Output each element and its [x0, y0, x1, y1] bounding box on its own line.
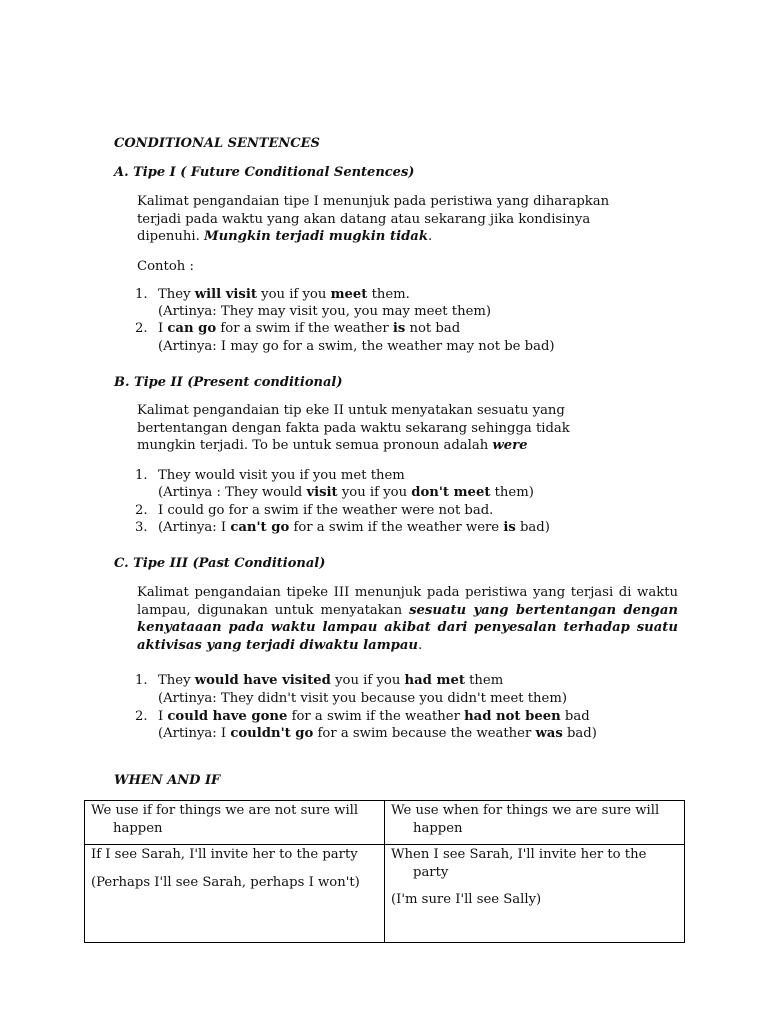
list-number: 2. — [135, 321, 148, 336]
section-a-para-end: . — [427, 229, 433, 244]
item-text: for a swim because the weather — [313, 726, 536, 741]
list-item — [158, 519, 550, 537]
section-a-paragraph — [137, 193, 657, 246]
item-bold: will visit — [194, 287, 257, 302]
list-number: 2. — [135, 503, 148, 518]
table-cell: We use when for things we are sure will happen — [385, 801, 685, 845]
item-bold: had not been — [464, 709, 561, 724]
item-text: (Artinya: I — [158, 726, 231, 741]
section-c-para-end: . — [418, 637, 423, 653]
item-bold: don't meet — [411, 485, 491, 500]
table-cell — [385, 845, 685, 943]
item-text: They — [158, 673, 195, 688]
section-b-paragraph — [137, 402, 627, 455]
list-item — [158, 672, 503, 690]
section-c-paragraph — [137, 584, 678, 654]
item-text: (Artinya: I — [158, 520, 231, 535]
item-text: them) — [490, 485, 534, 500]
contoh-label: Contoh : — [137, 259, 194, 274]
item-bold: would have visited — [194, 673, 331, 688]
section-c-heading: C. Tipe III (Past Conditional) — [114, 556, 326, 571]
item-text: bad) — [562, 726, 597, 741]
cell-example: If I see Sarah, I'll invite her to the party — [91, 847, 358, 862]
section-b-para-text: Kalimat pengandaian tip eke II untuk menyatakan sesuatu yang bertentangan dengan fakta pada waktu sekarang sehingga tidak mungkin terjadi. To be untuk semua pronoun adalah — [137, 403, 570, 453]
item-text: not bad — [405, 321, 461, 336]
cell-note: (Perhaps I'll see Sarah, perhaps I won't) — [91, 874, 360, 890]
section-b-heading: B. Tipe II (Present conditional) — [114, 375, 343, 390]
item-bold: can't go — [230, 520, 290, 535]
item-translation: (Artinya: They may visit you, you may meet them) — [158, 304, 492, 319]
when-if-heading: WHEN AND IF — [114, 773, 221, 788]
table-cell: We use if for things we are not sure will happen — [85, 801, 385, 845]
item-translation: (Artinya: I may go for a swim, the weather may not be bad) — [158, 339, 555, 354]
item-bold: can go — [167, 321, 217, 336]
section-a-heading: A. Tipe I ( Future Conditional Sentences) — [114, 165, 415, 180]
list-number: 1. — [135, 673, 148, 688]
section-a-para-text: Kalimat pengandaian tipe I menunjuk pada peristiwa yang diharapkan terjadi pada waktu yang akan datang atau sekarang jika kondisinya dipenuhi. — [137, 194, 610, 244]
item-bold: is — [503, 520, 516, 535]
item-bold: is — [392, 321, 406, 336]
table-row — [85, 845, 685, 943]
item-text: bad — [560, 709, 590, 724]
cell-example: When I see Sarah, I'll invite her to the party — [391, 847, 647, 880]
list-item — [158, 286, 410, 304]
item-bold: couldn't go — [230, 726, 314, 741]
item-text: for a swim if the weather — [287, 709, 465, 724]
item-text: you if you — [256, 287, 331, 302]
table-row — [85, 801, 685, 845]
item-bold: visit — [306, 485, 338, 500]
cell-note: (I'm sure I'll see Sally) — [391, 892, 542, 907]
list-number: 3. — [135, 520, 148, 535]
item-text: you if you — [337, 485, 412, 500]
section-b-para-emphasis: were — [492, 438, 528, 453]
item-text: (Artinya : They would — [158, 485, 307, 500]
list-item — [158, 320, 460, 338]
item-translation — [158, 725, 597, 743]
item-bold: was — [535, 726, 563, 741]
item-translation — [158, 484, 534, 502]
item-text: bad) — [515, 520, 550, 535]
section-c-para-text: Kalimat pengandaian tipeke III menunjuk pada peristiwa yang terjasi di waktu lampau, digunakan untuk menyatakan — [137, 585, 678, 618]
list-number: 2. — [135, 709, 148, 724]
list-item: They would visit you if you met them — [158, 468, 405, 483]
list-number: 1. — [135, 287, 148, 302]
when-if-table — [84, 800, 685, 943]
item-text: for a swim if the weather — [216, 321, 393, 336]
list-item — [158, 708, 590, 726]
page-title: CONDITIONAL SENTENCES — [114, 136, 320, 151]
list-item: I could go for a swim if the weather were not bad. — [158, 503, 494, 518]
item-text: I — [158, 321, 168, 336]
item-text: They — [158, 287, 195, 302]
table-cell — [85, 845, 385, 943]
item-translation: (Artinya: They didn't visit you because you didn't meet them) — [158, 691, 567, 706]
item-text: them — [464, 673, 504, 688]
item-text: them. — [367, 287, 410, 302]
item-bold: had met — [404, 673, 465, 688]
section-a-para-emphasis: Mungkin terjadi mugkin tidak — [204, 229, 428, 244]
item-bold: could have gone — [167, 709, 288, 724]
item-text: I — [158, 709, 168, 724]
item-text: you if you — [330, 673, 405, 688]
list-number: 1. — [135, 468, 148, 483]
item-bold: meet — [330, 287, 368, 302]
section-c-para-emphasis: sesuatu yang bertentangan dengan kenyataaan pada waktu lampau akibat dari penyesalan terhadap suatu aktivisas yang terjadi diwaktu lampau — [137, 602, 678, 653]
item-text: for a swim if the weather were — [289, 520, 504, 535]
